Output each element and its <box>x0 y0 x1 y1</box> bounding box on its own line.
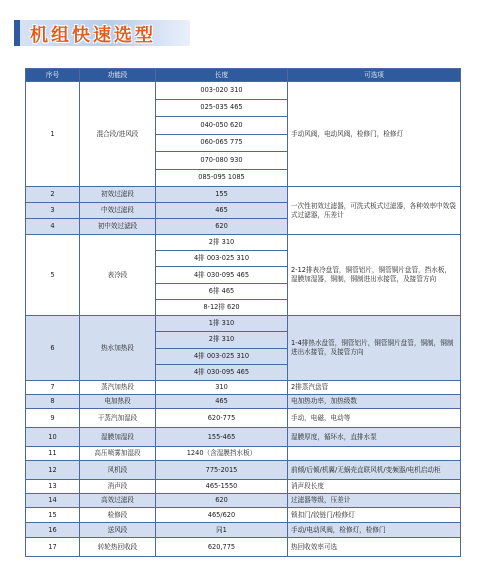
cell-function: 风机段 <box>80 461 156 480</box>
cell-no: 4 <box>26 219 80 235</box>
cell-no: 1 <box>26 82 80 187</box>
header-options: 可选项 <box>288 69 461 82</box>
table-row <box>26 523 461 538</box>
table-row <box>26 480 461 494</box>
table-row <box>26 395 461 409</box>
cell-length: 310 <box>156 381 288 395</box>
table-header-row <box>26 69 461 82</box>
cell-options: 一次性初效过滤器，可洗式板式过滤器，各种效率中效袋式过滤器，压差计 <box>288 187 461 235</box>
cell-function: 转轮热回收段 <box>80 538 156 557</box>
cell-options: 湿膜厚度，循环水，直排水泵 <box>288 428 461 447</box>
cell-no: 5 <box>26 235 80 316</box>
cell-no: 3 <box>26 203 80 219</box>
cell-length: 620-775 <box>156 409 288 428</box>
page-title: 机组快速选型 <box>30 25 156 46</box>
cell-no: 16 <box>26 523 80 538</box>
cell-function: 湿膜加湿段 <box>80 428 156 447</box>
cell-no: 17 <box>26 538 80 557</box>
cell-length: 1排 310 <box>156 315 288 331</box>
cell-function: 检修段 <box>80 508 156 523</box>
table-row <box>26 428 461 447</box>
cell-function: 干蒸汽加湿段 <box>80 409 156 428</box>
cell-options: 锁扣门/铰链门/检修灯 <box>288 508 461 523</box>
table-row <box>26 461 461 480</box>
cell-no: 15 <box>26 508 80 523</box>
cell-no: 6 <box>26 315 80 380</box>
table-row <box>26 538 461 557</box>
cell-length: 1240（含湿膜挡水板） <box>156 447 288 461</box>
cell-no: 11 <box>26 447 80 461</box>
table-row <box>26 494 461 508</box>
cell-length: 775-2015 <box>156 461 288 480</box>
cell-function: 送风段 <box>80 523 156 538</box>
cell-length: 085-095 1085 <box>156 169 288 187</box>
cell-length: 620,775 <box>156 538 288 557</box>
cell-length: 4排 030-095 465 <box>156 267 288 283</box>
header-length: 长度 <box>156 69 288 82</box>
cell-length: 620 <box>156 494 288 508</box>
cell-length: 8-12排 620 <box>156 299 288 315</box>
cell-function: 初效过滤段 <box>80 187 156 203</box>
cell-length: 060-065 775 <box>156 134 288 152</box>
cell-options: 2-12排表冷盘管，铜管铝片，铜管铜片盘管，挡水板，湿膜加湿器，铜制，铜制进出水接管，及接管方向 <box>288 235 461 316</box>
cell-length: 070-080 930 <box>156 152 288 170</box>
table-row <box>26 187 461 203</box>
table-row <box>26 447 461 461</box>
cell-length: 040-050 620 <box>156 117 288 135</box>
cell-length: 465-1550 <box>156 480 288 494</box>
cell-options <box>288 447 461 461</box>
table-row <box>26 315 461 331</box>
cell-options: 过滤器等级，压差计 <box>288 494 461 508</box>
table-row <box>26 82 461 100</box>
section-title-banner <box>14 20 190 46</box>
cell-length: 465 <box>156 395 288 409</box>
cell-function: 表冷段 <box>80 235 156 316</box>
cell-function: 热水加热段 <box>80 315 156 380</box>
header-function: 功能段 <box>80 69 156 82</box>
cell-length: 6排 465 <box>156 283 288 299</box>
selection-table <box>25 68 461 557</box>
cell-no: 14 <box>26 494 80 508</box>
cell-length: 025-035 465 <box>156 99 288 117</box>
cell-options: 手动，电磁，电动等 <box>288 409 461 428</box>
cell-options: 手动风阀，电动风阀，检修门，检修灯 <box>288 82 461 187</box>
cell-function: 电加热段 <box>80 395 156 409</box>
cell-length: 620 <box>156 219 288 235</box>
cell-length: 465/620 <box>156 508 288 523</box>
cell-length: 155-465 <box>156 428 288 447</box>
cell-function: 蒸汽加热段 <box>80 381 156 395</box>
cell-function: 中效过滤段 <box>80 203 156 219</box>
cell-length: 4排 003-025 310 <box>156 348 288 364</box>
cell-options: 消声段长度 <box>288 480 461 494</box>
cell-options: 2排蒸汽盘管 <box>288 381 461 395</box>
title-accent-bar <box>14 20 20 46</box>
cell-no: 7 <box>26 381 80 395</box>
cell-no: 13 <box>26 480 80 494</box>
cell-length: 465 <box>156 203 288 219</box>
cell-no: 2 <box>26 187 80 203</box>
cell-function: 初中效过滤段 <box>80 219 156 235</box>
table-row <box>26 235 461 251</box>
cell-no: 10 <box>26 428 80 447</box>
cell-options: 1-4排热水盘管，铜管铝片，铜管铜片盘管，铜制，铜制进出水接管，及接管方向 <box>288 315 461 380</box>
cell-options: 热回收效率可选 <box>288 538 461 557</box>
table-row <box>26 381 461 395</box>
cell-function: 高效过滤段 <box>80 494 156 508</box>
cell-no: 8 <box>26 395 80 409</box>
cell-no: 12 <box>26 461 80 480</box>
cell-options: 手动/电动风阀，检修灯，检修门 <box>288 523 461 538</box>
cell-options: 电加热功率，加热级数 <box>288 395 461 409</box>
cell-function: 高压喷雾加湿段 <box>80 447 156 461</box>
cell-length: 003-020 310 <box>156 82 288 100</box>
cell-function: 混合段/进风段 <box>80 82 156 187</box>
cell-options: 前倾/后倾/机翼/无蜗壳直联风机/变频器/电机启动柜 <box>288 461 461 480</box>
table-row <box>26 508 461 523</box>
cell-function: 消声段 <box>80 480 156 494</box>
cell-length: 同1 <box>156 523 288 538</box>
cell-no: 9 <box>26 409 80 428</box>
cell-length: 4排 030-095 465 <box>156 364 288 380</box>
cell-length: 155 <box>156 187 288 203</box>
cell-length: 2排 310 <box>156 235 288 251</box>
cell-length: 2排 310 <box>156 332 288 348</box>
cell-length: 4排 003-025 310 <box>156 251 288 267</box>
header-no: 序号 <box>26 69 80 82</box>
table-row <box>26 409 461 428</box>
